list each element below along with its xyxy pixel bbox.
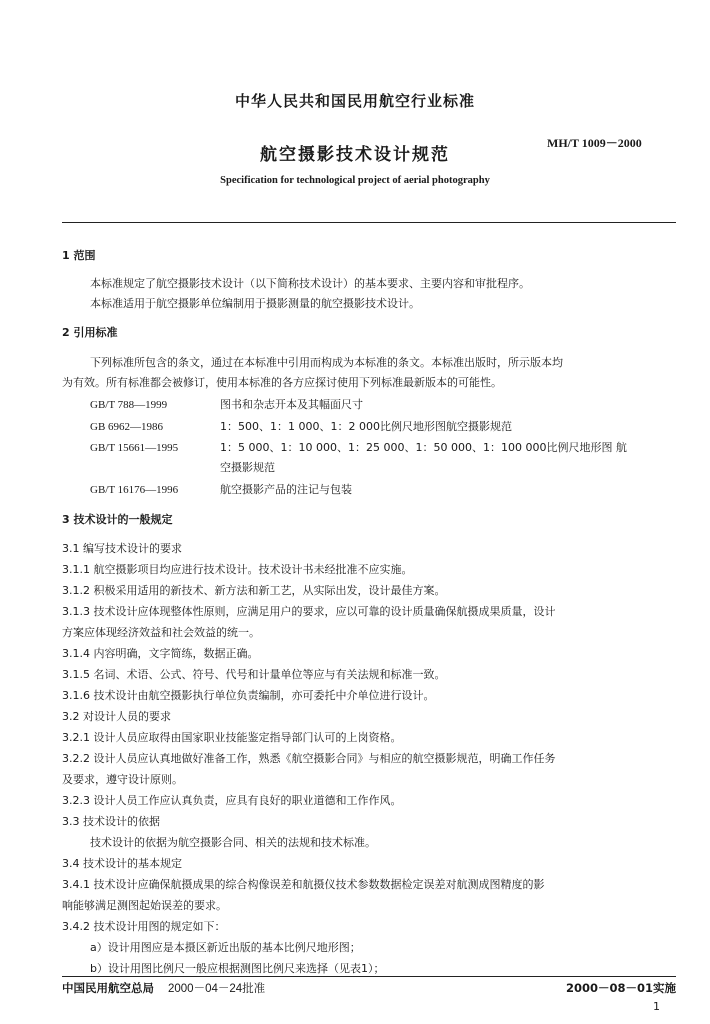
list-item: b）设计用图比例尺一般应根据测图比例尺来选择（见表1）； — [90, 962, 385, 975]
footer-rule — [62, 976, 676, 977]
reference-code: GB/T 788—1999 — [90, 399, 168, 411]
document-title: 航空摄影技术设计规范 — [260, 145, 450, 165]
reference-title: 航空摄影产品的注记与包装 — [220, 483, 352, 496]
clause: 3.1.6 技术设计由航空摄影执行单位负责编制，亦可委托中介单位进行设计。 — [62, 689, 435, 702]
reference-code: GB/T 15661—1995 — [90, 442, 179, 454]
clause-continued: 方案应体现经济效益和社会效益的统一。 — [62, 626, 260, 639]
section-1-paragraph: 本标准规定了航空摄影技术设计（以下简称技术设计）的基本要求、主要内容和审批程序。 — [90, 277, 530, 290]
clause: 3.1.1 航空摄影项目均应进行技术设计。技术设计书未经批准不应实施。 — [62, 563, 413, 576]
reference-title: 1：500、1：1 000、1：2 000比例尺地形图航空摄影规范 — [220, 420, 512, 433]
reference-item — [90, 420, 512, 434]
reference-item — [90, 483, 352, 497]
section-2-heading: 2 引用标准 — [62, 326, 118, 339]
section-1-heading: 1 范围 — [62, 249, 96, 262]
section-3-heading: 3 技术设计的一般规定 — [62, 513, 173, 526]
clause: 3.1.4 内容明确，文字简练，数据正确。 — [62, 647, 259, 660]
header-rule — [62, 222, 676, 223]
reference-title: 1：5 000、1：10 000、1：25 000、1：50 000、1：100 000比例尺地形图 航 — [220, 441, 627, 454]
reference-code: GB 6962—1986 — [90, 421, 164, 433]
clause: 3.1.2 积极采用适用的新技术、新方法和新工艺，从实际出发，设计最佳方案。 — [62, 584, 446, 597]
clause-continued: 响能够满足测图起始误差的要求。 — [62, 899, 227, 912]
clause: 3.2.1 设计人员应取得由国家职业技能鉴定指导部门认可的上岗资格。 — [62, 731, 402, 744]
reference-title-continued: 空摄影规范 — [220, 461, 275, 474]
clause: 3.1.3 技术设计应体现整体性原则，应满足用户的要求，应以可靠的设计质量确保航摄成果质量，设计 — [62, 605, 556, 618]
footer-issuer-block — [62, 980, 265, 996]
reference-code: GB/T 16176—1996 — [90, 484, 179, 496]
page-number: 1 — [653, 1000, 660, 1013]
clause-heading: 3.2 对设计人员的要求 — [62, 710, 171, 723]
effective-date: 2000－08－01实施 — [565, 981, 676, 995]
clause-heading: 3.3 技术设计的依据 — [62, 815, 160, 828]
clause-continued: 及要求，遵守设计原则。 — [62, 773, 183, 786]
clause: 3.4.2 技术设计用图的规定如下： — [62, 920, 226, 933]
issue-date: 2000－04－24批准 — [168, 983, 266, 995]
reference-item — [90, 398, 363, 412]
clause-heading: 3.1 编写技术设计的要求 — [62, 542, 182, 555]
document-subtitle: Specification for technological project of aerial photography — [220, 175, 490, 186]
section-1-paragraph: 本标准适用于航空摄影单位编制用于摄影测量的航空摄影技术设计。 — [90, 297, 420, 310]
clause: 3.2.3 设计人员工作应认真负责，应具有良好的职业道德和工作作风。 — [62, 794, 402, 807]
clause-heading: 3.4 技术设计的基本规定 — [62, 857, 182, 870]
list-item: a）设计用图应是本摄区新近出版的基本比例尺地形图； — [90, 941, 361, 954]
section-2-paragraph: 为有效。所有标准都会被修订，使用本标准的各方应探讨使用下列标准最新版本的可能性。 — [62, 376, 502, 389]
reference-item — [90, 441, 627, 455]
section-2-paragraph: 下列标准所包含的条文，通过在本标准中引用而构成为本标准的条文。本标准出版时，所示版本均 — [90, 356, 563, 369]
clause: 3.4.1 技术设计应确保航摄成果的综合构像误差和航摄仪技术参数数据检定误差对航测成图精度的影 — [62, 878, 545, 891]
standard-code: MH/T 1009－2000 — [547, 136, 642, 150]
industry-title: 中华人民共和国民用航空行业标准 — [234, 92, 475, 110]
issuer: 中国民用航空总局 — [62, 981, 154, 995]
clause-paragraph: 技术设计的依据为航空摄影合同、相关的法规和技术标准。 — [90, 836, 376, 849]
clause: 3.2.2 设计人员应认真地做好准备工作，熟悉《航空摄影合同》与相应的航空摄影规范，明确工作任务 — [62, 752, 556, 765]
reference-title: 图书和杂志开本及其幅面尺寸 — [220, 398, 363, 411]
clause: 3.1.5 名词、术语、公式、符号、代号和计量单位等应与有关法规和标准一致。 — [62, 668, 446, 681]
